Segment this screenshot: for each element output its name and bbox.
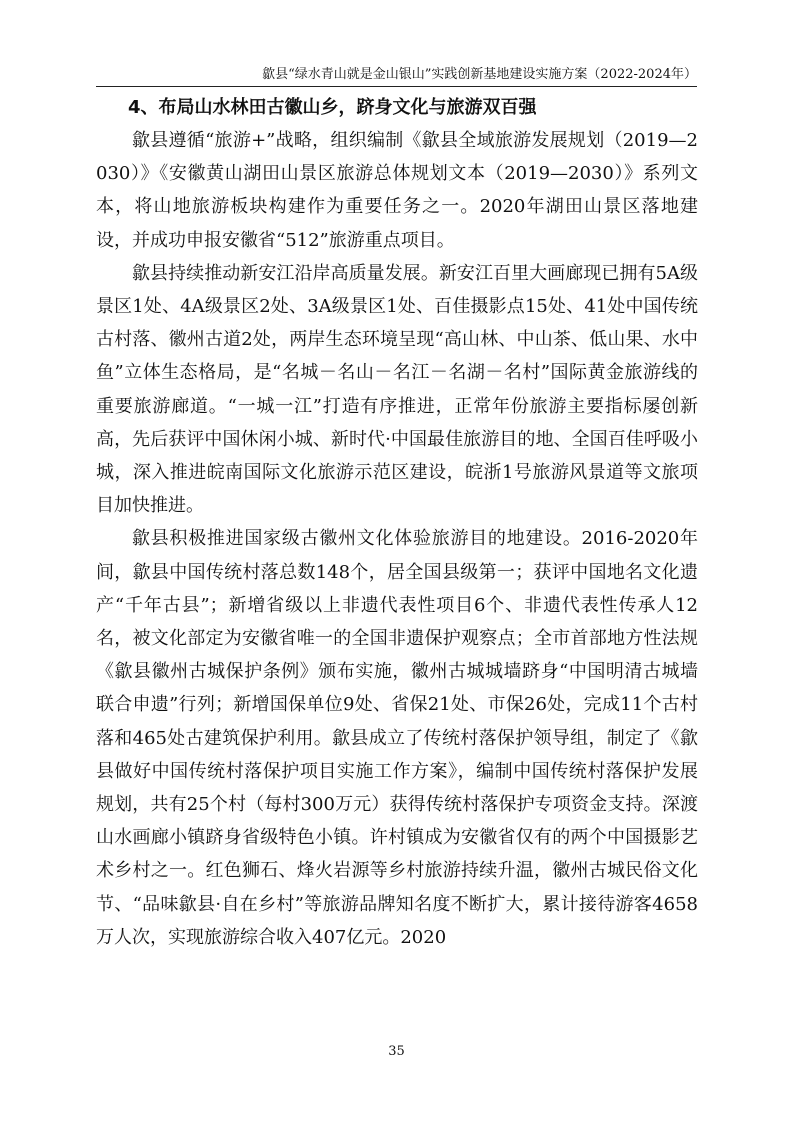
paragraph-xinanjiang: 歙县持续推动新安江沿岸高质量发展。新安江百里大画廊现已拥有5A级景区1处、4A级景区2处、3A级景区1处、百佳摄影点15处、41处中国传统古村落、徽州古道2处，两岸生态环境呈现“高山林、中山茶、低山果、水中鱼”立体生态格局，是“名城－名山－名江－名湖－名村”国际黄金旅游线的重要旅游廊道。“一城一江”打造有序推进，正常年份旅游主要指标屡创新高，先后获评中国休闲小城、新时代·中国最佳旅游目的地、全国百佳呼吸小城，深入推进皖南国际文化旅游示范区建设，皖浙1号旅游风景道等文旅项目加快推进。 — [96, 262, 698, 517]
paragraph-tourism-plus: 歙县遵循“旅游+”战略，组织编制《歙县全域旅游发展规划（2019—2030）》《安徽黄山湖田山景区旅游总体规划文本（2019—2030）》系列文本，将山地旅游板块构建作为重要任务之一。2020年湖田山景区落地建设，并成功申报安徽省“512”旅游重点项目。 — [96, 130, 698, 251]
paragraph-huizhou-culture: 歙县积极推进国家级古徽州文化体验旅游目的地建设。2016-2020年间，歙县中国传统村落总数148个，居全国县级第一；获评中国地名文化遗产“千年古县”；新增省级以上非遗代表性项目6个、非遗代表性传承人12名，被文化部定为安徽省唯一的全国非遗保护观察点；全市首部地方性法规《歙县徽州古城保护条例》颁布实施，徽州古城城墙跻身“中国明清古城墙联合申遗”行列；新增国保单位9处、省保21处、市保26处，完成11个古村落和465处古建筑保护利用。歙县成立了传统村落保护领导组，制定了《歙县做好中国传统村落保护项目实施工作方案》，编制中国传统村落保护发展规划，共有25个村（每村300万元）获得传统村落保护专项资金支持。深渡山水画廊小镇跻身省级特色小镇。许村镇成为安徽省仅有的两个中国摄影艺术乡村之一。红色狮石、烽火岩源等乡村旅游持续升温，徽州古城民俗文化节、“品味歙县·自在乡村”等旅游品牌知名度不断扩大，累计接待游客4658万人次，实现旅游综合收入407亿元。2020 — [96, 528, 698, 948]
page-number: 35 — [388, 1044, 405, 1059]
running-header: 歙县“绿水青山就是金山银山”实践创新基地建设实施方案（2022-2024年） — [96, 66, 697, 87]
section-heading: 4、布局山水林田古徽山乡，跻身文化与旅游双百强 — [128, 97, 537, 118]
body-text — [96, 124, 698, 954]
